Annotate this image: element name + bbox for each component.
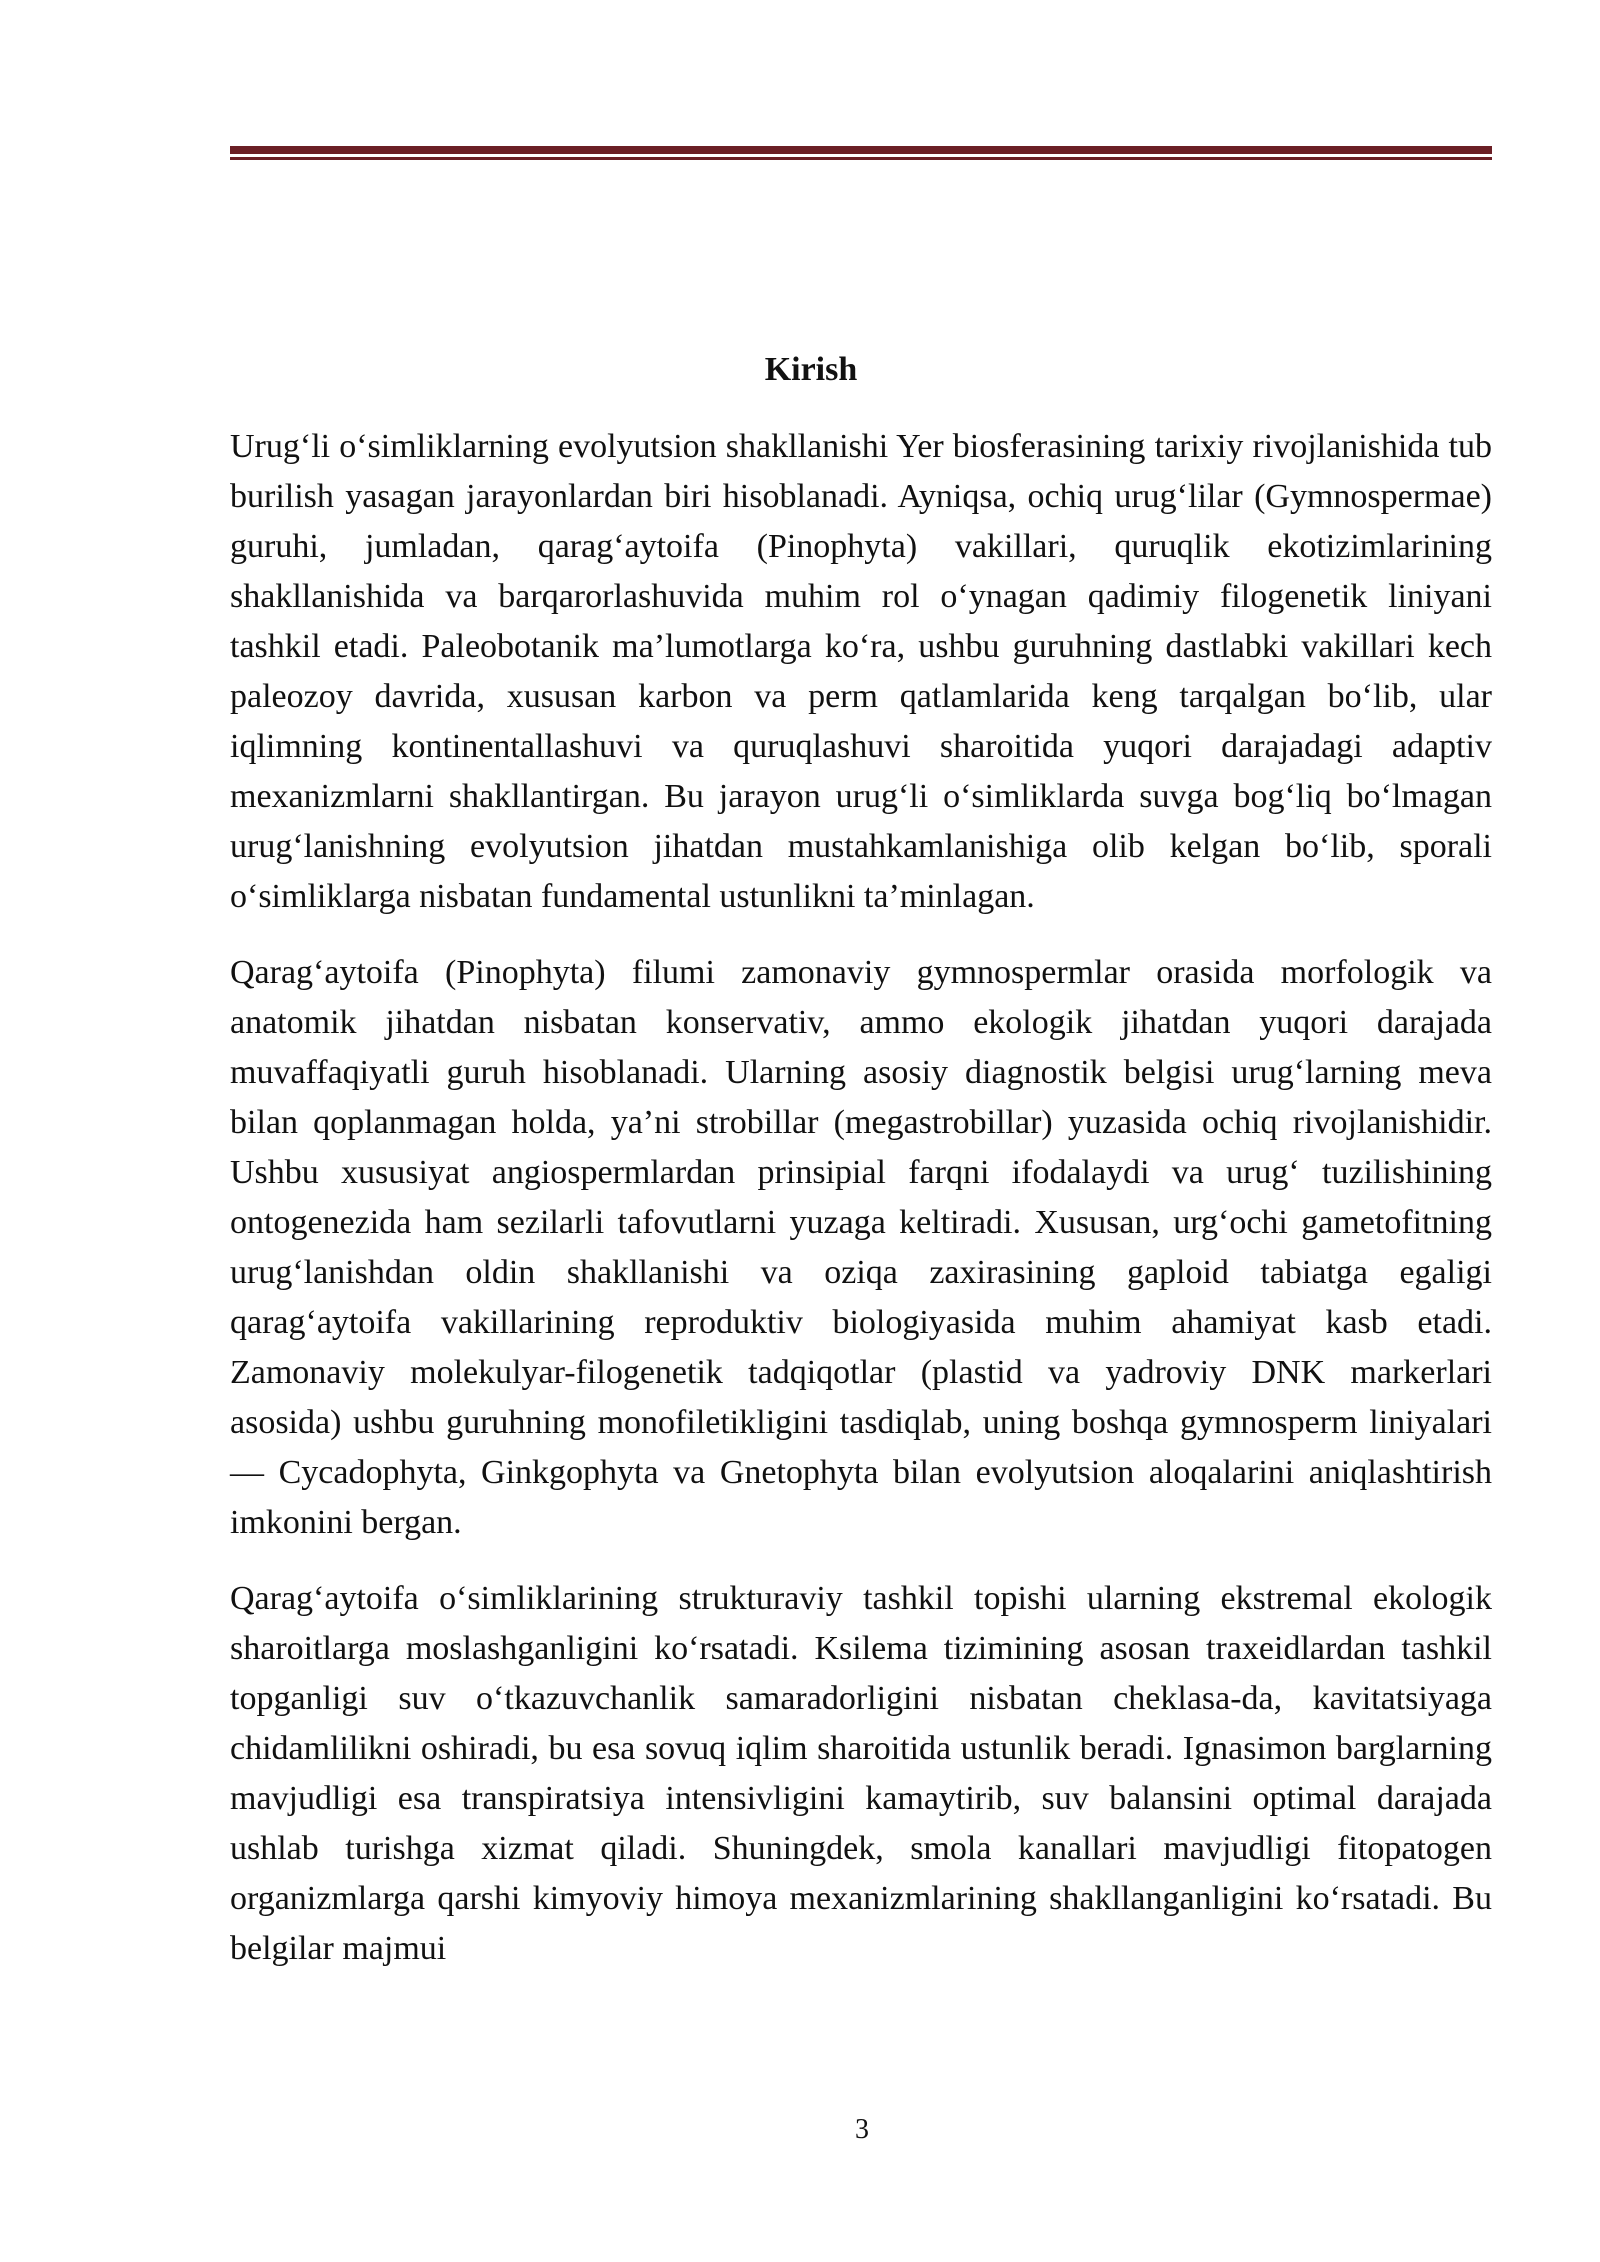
header-rule-thick-line xyxy=(230,146,1492,154)
paragraph-3: Qarag‘aytoifa o‘simliklarining strukturaviy tashkil topishi ularning ekstremal ekologik sharoitlarga moslashganligini ko‘rsatadi. Ksilema tizimining asosan traxeidlardan tashkil topganligi suv o‘tkazuvchanlik samaradorligini nisbatan cheklasa-da, kavitatsiyaga chidamlilikni oshiradi, bu esa sovuq iqlim sharoitida ustunlik beradi. Ignasimon barglarning mavjudligi esa transpiratsiya intensivligini kamaytirib, suv balansini optimal darajada ushlab turishga xizmat qiladi. Shuningdek, smola kanallari mavjudligi fitopatogen organizmlarga qarshi kimyoviy himoya mexanizmlarining shakllanganligini ko‘rsatadi. Bu belgilar majmui xyxy=(230,1580,1492,1967)
header-rule xyxy=(230,146,1492,160)
header-rule-thin-line xyxy=(230,157,1492,160)
paragraph-2: Qarag‘aytoifa (Pinophyta) filumi zamonaviy gymnospermlar orasida morfologik va anatomik jihatdan nisbatan konservativ, ammo ekologik jihatdan yuqori darajada muvaffaqiyatli guruh hisoblanadi. Ularning asosiy diagnostik belgisi urug‘larning meva bilan qoplanmagan holda, ya’ni strobillar (megastrobillar) yuzasida ochiq rivojlanishidir. Ushbu xususiyat angiospermlardan prinsipial farqni ifodalaydi va urug‘ tuzilishining ontogenezida ham sezilarli tafovutlarni yuzaga keltiradi. Xususan, urg‘ochi gametofitning urug‘lanishdan oldin shakllanishi va oziqa zaxirasining gaploid tabiatga egaligi qarag‘aytoifa vakillarining reproduktiv biologiyasida muhim ahamiyat kasb etadi. Zamonaviy molekulyar-filogenetik tadqiqotlar (plastid va yadroviy DNK markerlari asosida) ushbu guruhning monofiletikligini tasdiqlab, uning boshqa gymnosperm liniyalari — Cycadophyta, Ginkgophyta va Gnetophyta bilan evolyutsion aloqalarini aniqlashtirish imkonini bergan. xyxy=(230,954,1492,1541)
section-title: Kirish xyxy=(764,351,858,388)
body-text xyxy=(230,422,1492,2000)
page-number: 3 xyxy=(855,2114,869,2145)
paragraph-1: Urug‘li o‘simliklarning evolyutsion shakllanishi Yer biosferasining tarixiy rivojlanishida tub burilish yasagan jarayonlardan biri hisoblanadi. Ayniqsa, ochiq urug‘lilar (Gymnospermae) guruhi, jumladan, qarag‘aytoifa (Pinophyta) vakillari, quruqlik ekotizimlarining shakllanishida va barqarorlashuvida muhim rol o‘ynagan qadimiy filogenetik liniyani tashkil etadi. Paleobotanik ma’lumotlarga ko‘ra, ushbu guruhning dastlabki vakillari kech paleozoy davrida, xususan karbon va perm qatlamlarida keng tarqalgan bo‘lib, ular iqlimning kontinentallashuvi va quruqlashuvi sharoitida yuqori darajadagi adaptiv mexanizmlarni shakllantirgan. Bu jarayon urug‘li o‘simliklarda suvga bog‘liq bo‘lmagan urug‘lanishning evolyutsion jihatdan mustahkamlanishiga olib kelgan bo‘lib, sporali o‘simliklarga nisbatan fundamental ustunlikni ta’minlagan. xyxy=(230,428,1492,915)
